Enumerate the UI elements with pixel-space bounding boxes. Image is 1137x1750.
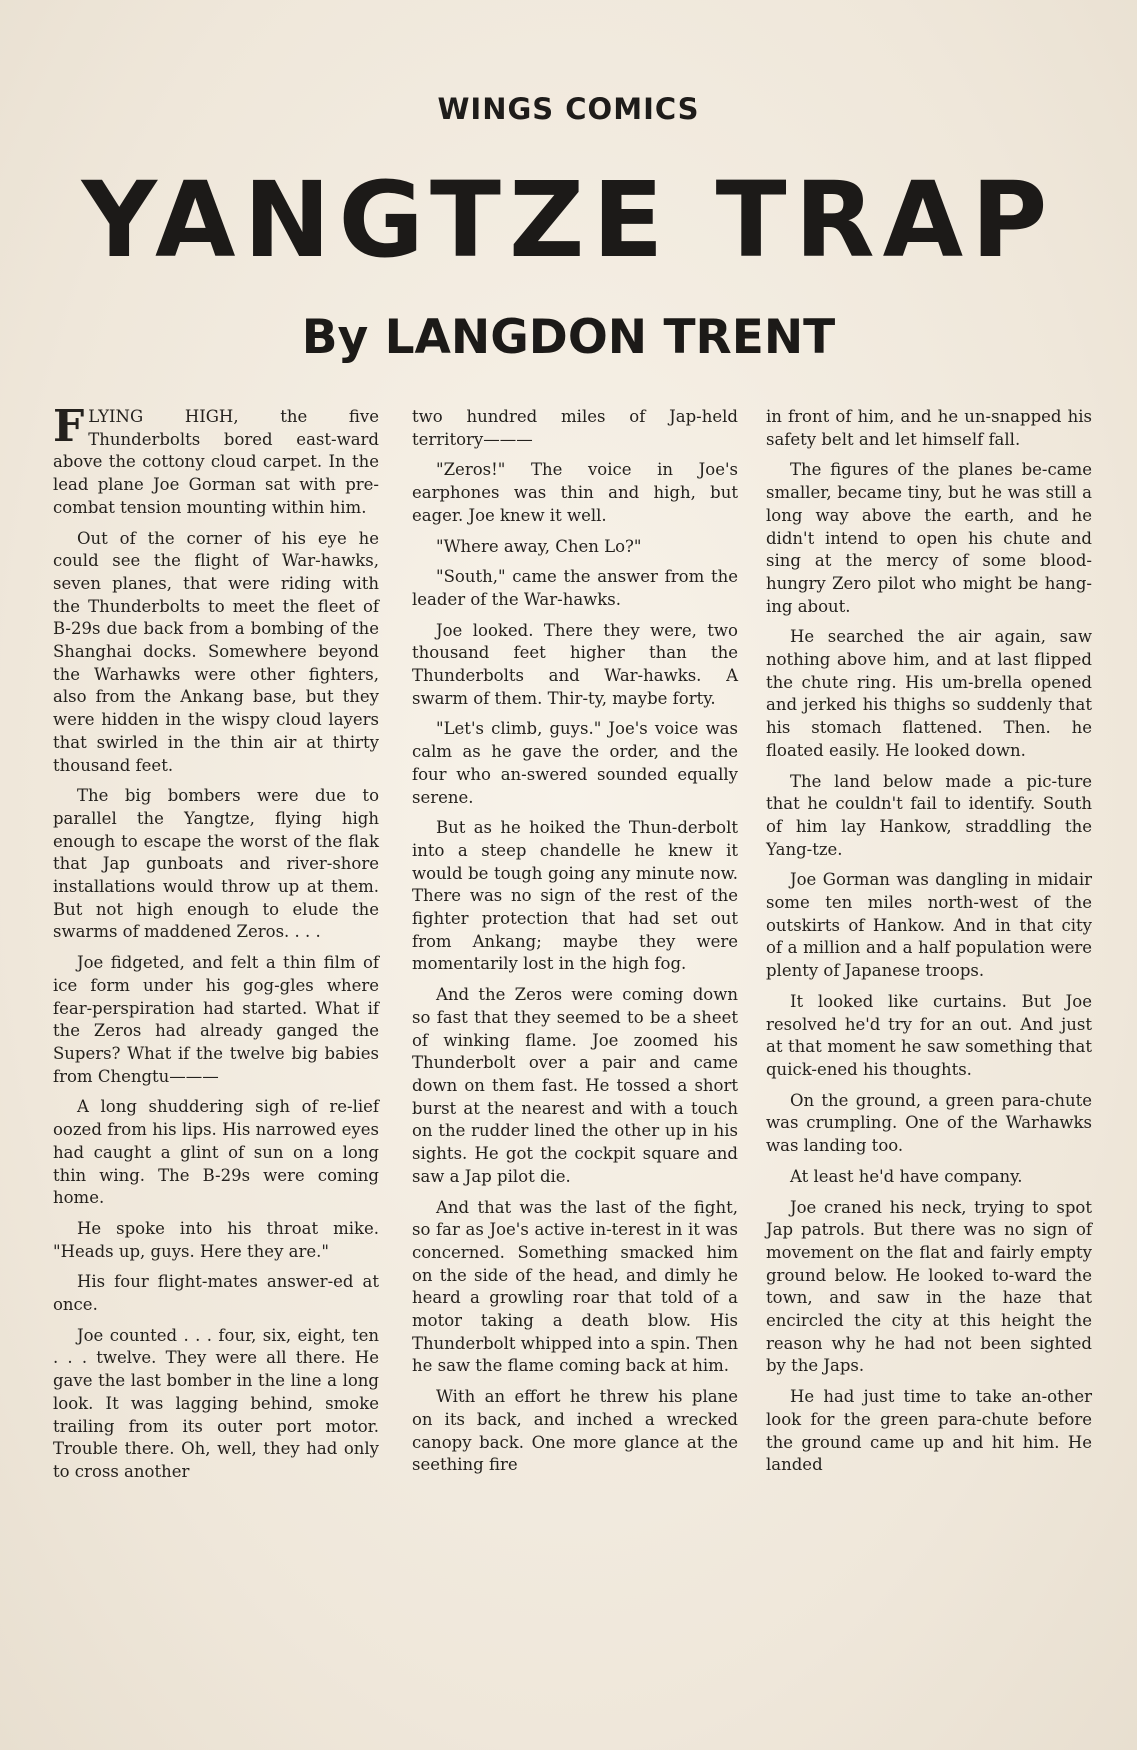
paragraph: Joe Gorman was dangling in midair some ten miles north-west of the outskirts of Hankow. And in that city of a million and a half population were plenty of Japanese troops. [766,870,1092,981]
paragraph: He had just time to take an-other look for the green para-chute before the ground came up and hit him. He landed [766,1387,1092,1475]
paragraph: He spoke into his throat mike. "Heads up, guys. Here they are." [53,1218,379,1261]
drop-cap: F [53,401,85,452]
paragraph [53,401,379,520]
paragraph: Joe looked. There they were, two thousand feet higher than the Thunderbolts and War-hawks. A swarm of them. Thir-ty, maybe forty. [412,620,738,708]
paragraph: He searched the air again, saw nothing above him, and at last flipped the chute ring. His um-brella opened and jerked his thighs so suddenly that his stomach flattened. Then. he floated easily. He looked down. [766,627,1092,760]
paragraph: "Let's climb, guys." Joe's voice was calm as he gave the order, and the four who an-swered sounded equally serene. [412,719,738,807]
column-1 [53,401,379,1492]
paragraph: "South," came the answer from the leader of the War-hawks. [412,567,738,609]
paragraph: Joe fidgeted, and felt a thin film of ice form under his gog-gles where fear-perspiration had started. What if the Zeros had already ganged the Supers? What if the twelve big babies from Chengtu——— [53,953,379,1086]
paragraph: And the Zeros were coming down so fast that they seemed to be a sheet of winking flame. Joe zoomed his Thunderbolt over a pair and came down on them fast. He tossed a short burst at the nearest and with a touch on the rudder lined the other up in his sights. He got the cockpit square and saw a Jap pilot die. [412,985,738,1186]
paragraph: And that was the last of the fight, so far as Joe's active in-terest in it was concerned. Something smacked him on the side of the head, and dimly he heard a growling roar that told of a motor taking a death blow. His Thunderbolt whipped into a spin. Then he saw the flame coming back at him. [412,1197,738,1376]
story-title: YANGTZE TRAP [81,159,1056,281]
column-3 [766,406,1092,1485]
paragraph: "Where away, Chen Lo?" [436,536,642,556]
paragraph: At least he'd have company. [790,1166,1023,1186]
paragraph: It looked like curtains. But Joe resolved he'd try for an out. And just at that moment he saw something that quick-ened his thoughts. [766,991,1092,1079]
paragraph: The land below made a pic-ture that he couldn't fail to identify. South of him lay Hankow, straddling the Yang-tze. [766,771,1092,859]
paragraph: A long shuddering sigh of re-lief oozed from his lips. His narrowed eyes had caught a glint of sun on a long thin wing. The B-29s were coming home. [53,1097,379,1208]
masthead: WINGS COMICS [437,92,700,126]
paragraph: Joe craned his neck, trying to spot Jap patrols. But there was no sign of movement on the flat and fairly empty ground below. He looked to-ward the town, and saw in the haze that encircled the city at this height the reason why he had not been sighted by the Japs. [766,1197,1092,1376]
paragraph: On the ground, a green para-chute was crumpling. One of the Warhawks was landing too. [766,1090,1092,1156]
paragraph: With an effort he threw his plane on its back, and inched a wrecked canopy back. One more glance at the seething fire [412,1387,738,1475]
paragraph: His four flight-mates answer-ed at once. [53,1272,379,1315]
byline: By LANGDON TRENT [301,310,836,365]
column-2 [412,406,738,1485]
paragraph: "Zeros!" The voice in Joe's earphones was thin and high, but eager. Joe knew it well. [412,460,738,525]
paragraph: But as he hoiked the Thun-derbolt into a steep chandelle he knew it would be tough going any minute now. There was no sign of the rest of the fighter protection that had set out from Ankang; maybe they were momentarily lost in the high fog. [412,818,738,974]
paragraph-text: LYING HIGH, the five Thunderbolts bored east-ward above the cottony cloud carpet. In the lead plane Joe Gorman sat with pre-combat tension mounting within him. [53,407,379,517]
paragraph: two hundred miles of Jap-held territory——— [412,407,738,449]
paragraph: Out of the corner of his eye he could see the flight of War-hawks, seven planes, that were riding with the Thunderbolts to meet the fleet of B-29s due back from a bombing of the Shanghai docks. Somewhere beyond the Warhawks were other fighters, also from the Ankang base, but they were hidden in the wispy cloud layers that swirled in the thin air at thirty thousand feet. [53,528,379,775]
paragraph: in front of him, and he un-snapped his safety belt and let himself fall. [766,407,1092,449]
story-body [50,401,1092,1636]
paragraph: Joe counted . . . four, six, eight, ten . . . twelve. They were all there. He gave the last bomber in the line a long look. It was lagging behind, smoke trailing from its outer port motor. Trouble there. Oh, well, they had only to cross another [53,1325,379,1481]
paragraph: The big bombers were due to parallel the Yangtze, flying high enough to escape the worst of the flak that Jap gunboats and river-shore installations would throw up at them. But not high enough to elude the swarms of maddened Zeros. . . . [53,786,379,942]
paragraph: The figures of the planes be-came smaller, became tiny, but he was still a long way above the earth, and he didn't intend to open his chute and sing at the mercy of some blood-hungry Zero pilot who might be hang-ing about. [766,460,1092,616]
